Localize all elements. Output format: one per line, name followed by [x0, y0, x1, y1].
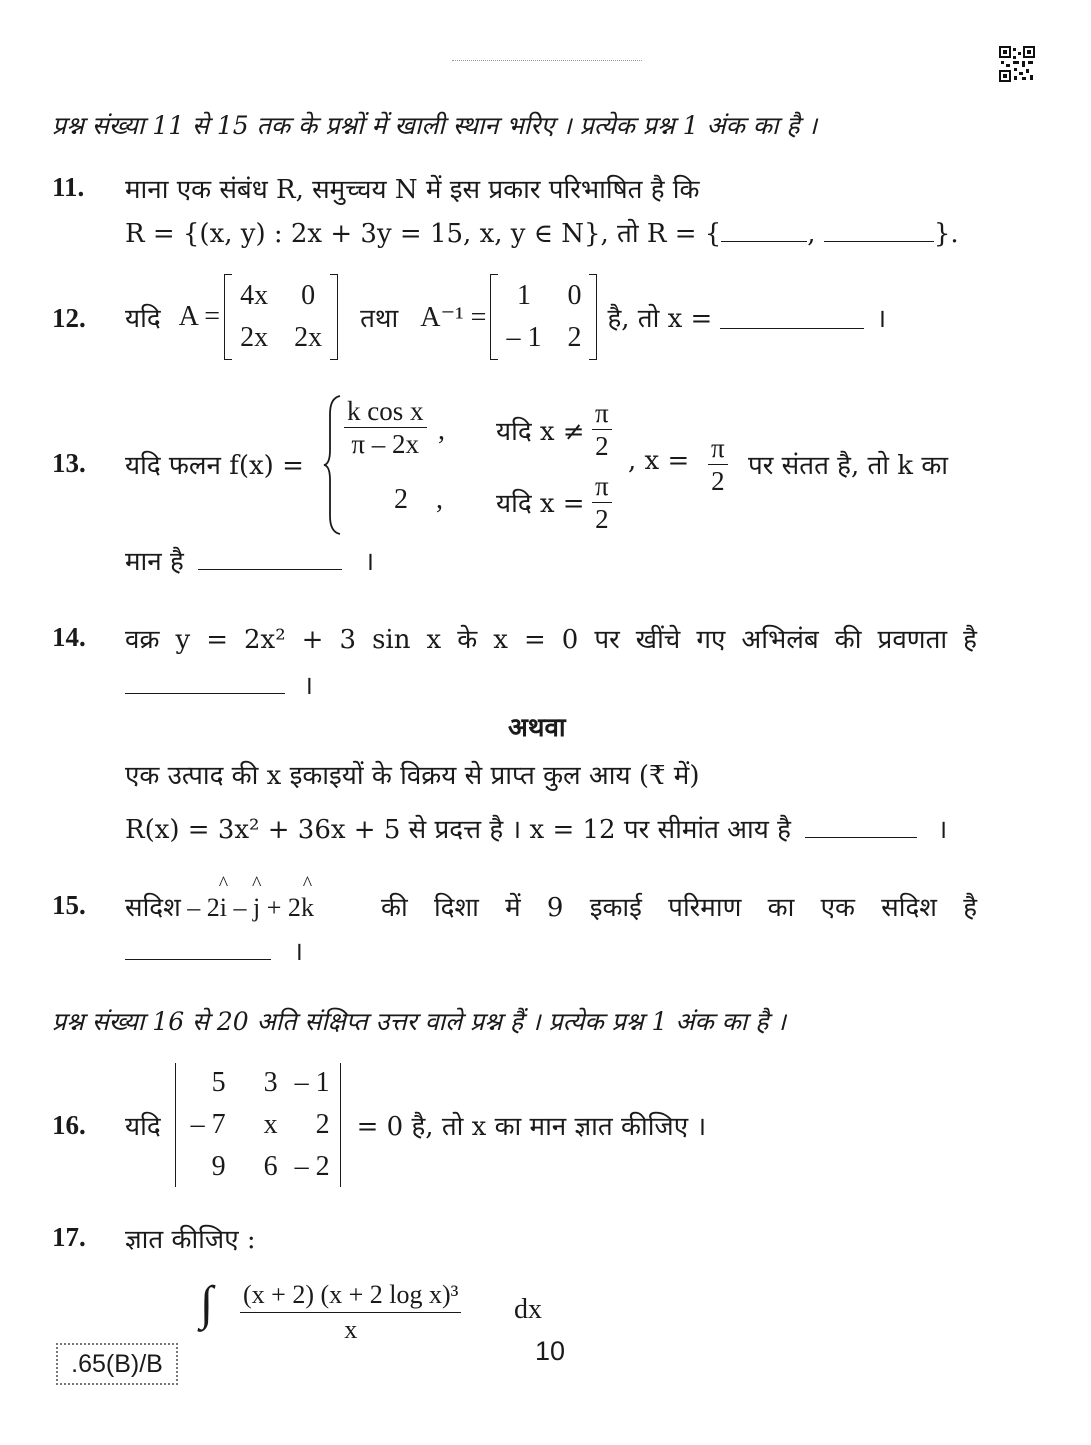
q11-relation: R = {(x, y) : 2x + 3y = 15, x, y ∈ N}, तो R = {	[125, 219, 722, 249]
question-number-17: 17.	[52, 1222, 86, 1252]
question-number-13: 13.	[52, 448, 86, 478]
q13-line-2: मान है ।	[125, 547, 375, 577]
section-instruction-1: प्रश्न संख्या 11 से 15 तक के प्रश्नों में खाली स्थान भरिए । प्रत्येक प्रश्न 1 अंक का है ।	[52, 111, 818, 140]
left-brace	[322, 394, 342, 536]
matrix-a-inverse: 1 0 – 1 2	[490, 274, 597, 360]
unit-vector-k: ^ k	[301, 893, 314, 923]
q13-tail: पर संतत है, तो k का	[748, 451, 949, 481]
question-number-14: 14.	[52, 622, 86, 652]
answer-blank	[125, 671, 285, 694]
qr-code-icon	[999, 46, 1035, 82]
top-dotted-line	[452, 60, 642, 61]
q14-alt-line-2: R(x) = 3x² + 36x + 5 से प्रदत्त है । x = 12 पर सीमांत आय है ।	[125, 815, 948, 845]
q13-pi-over-2: $\frac{\pi}{2}$	[592, 397, 612, 462]
q14-line-2: ।	[125, 666, 313, 702]
question-number-11: 11.	[52, 172, 85, 202]
question-number-15: 15.	[52, 890, 86, 920]
unit-vector-j: ^ j	[253, 893, 260, 923]
answer-blank	[824, 219, 934, 242]
answer-blank	[198, 547, 342, 570]
answer-blank	[125, 937, 271, 960]
q12-line: यदि A = 4x 0 2x 2x तथा A⁻¹ = 1 0 – 1 2 है, तो x = ।	[125, 276, 886, 358]
q13-pi-over-2: $\frac{\pi}{2}$	[708, 432, 728, 497]
q17-line-1: ज्ञात कीजिए :	[125, 1225, 256, 1255]
q13-case1-fraction: $\frac{\text{k cos x}}{\pi - 2x}$	[344, 395, 427, 460]
q14-line-1: वक्र y = 2x² + 3 sin x के x = 0 पर खींचे गए अभिलंब की प्रवणता है	[125, 625, 977, 655]
or-heading: अथवा	[508, 713, 566, 743]
q16-line: यदि 5 3 – 1 – 7 x 2 9 6 – 2 = 0 है, तो x का मान ज्ञात कीजिए ।	[125, 1062, 706, 1188]
answer-blank	[721, 219, 807, 242]
q13-case2-value: 2	[394, 484, 408, 515]
answer-blank	[720, 306, 864, 329]
page-number: 10	[534, 1336, 566, 1366]
determinant: 5 3 – 1 – 7 x 2 9 6 – 2	[175, 1063, 341, 1187]
matrix-a: 4x 0 2x 2x	[224, 274, 338, 360]
answer-blank	[805, 815, 917, 838]
section-instruction-2: प्रश्न संख्या 16 से 20 अति संक्षिप्त उत्तर वाले प्रश्न हैं । प्रत्येक प्रश्न 1 अंक का है ।	[52, 1007, 786, 1036]
paper-code: .65(B)/B	[56, 1343, 178, 1385]
q17-dx: dx	[514, 1294, 542, 1325]
q17-integrand: $\frac{\text{(x + 2) (x + 2 log x)³}}{x}$	[240, 1278, 461, 1347]
unit-vector-i: ^ i	[220, 893, 227, 923]
q15-line-2: ।	[125, 932, 303, 968]
q13-mid: , x =	[628, 446, 690, 476]
q11-line-1: माना एक संबंध R, समुच्चय N में इस प्रकार परिभाषित है कि	[125, 175, 700, 205]
question-number-12: 12.	[52, 303, 86, 333]
question-number-16: 16.	[52, 1110, 86, 1140]
q15-line-1: सदिश – 2^ i – ^ j + 2^ k की दिशा में 9 इकाई परिमाण का एक सदिश है	[125, 888, 977, 924]
q14-alt-line-1: एक उत्पाद की x इकाइयों के विक्रय से प्राप्त कुल आय (₹ में)	[125, 761, 700, 791]
q11-line-2: R = {(x, y) : 2x + 3y = 15, x, y ∈ N}, तो R = { , }.	[125, 219, 959, 249]
integral-sign: ∫	[200, 1277, 214, 1330]
q13-case2-condition: यदि x =	[496, 489, 585, 519]
q13-pi-over-2: $\frac{\pi}{2}$	[592, 470, 612, 535]
q13-case1-condition: यदि x ≠	[496, 417, 585, 447]
q13-lead: यदि फलन f(x) =	[125, 451, 304, 481]
